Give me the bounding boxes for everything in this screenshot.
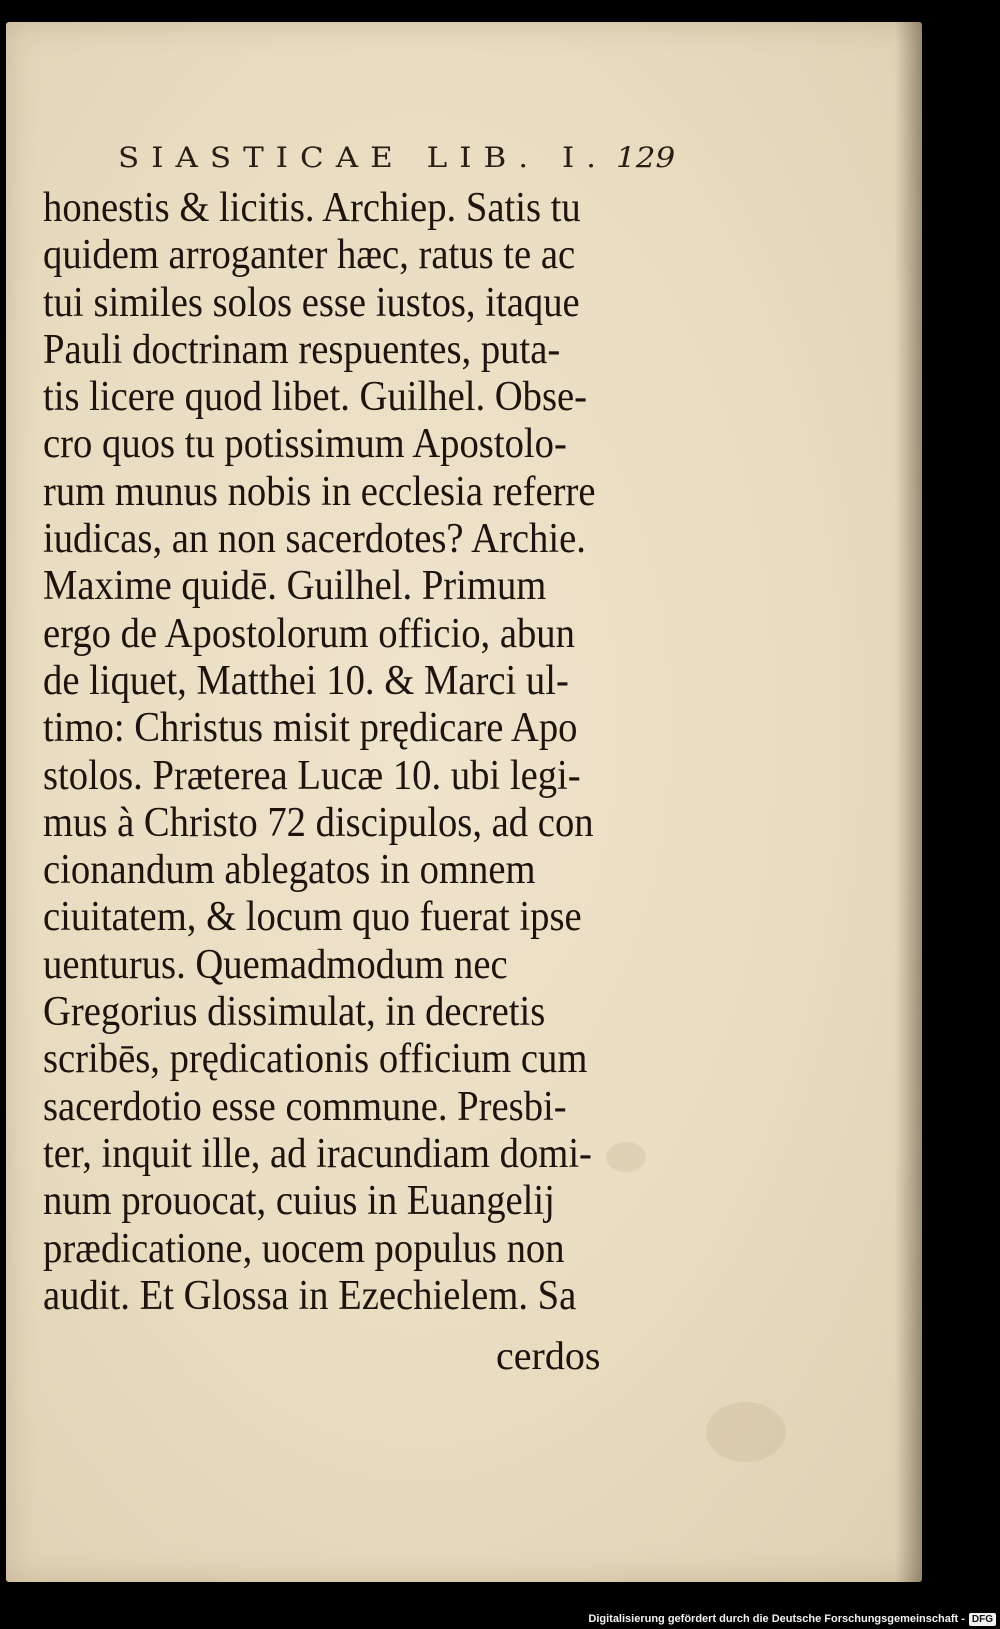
text-line: stolos. Præterea Lucæ 10. ubi legi-: [43, 752, 581, 799]
text-line: scribēs, prędicationis officium cum: [43, 1036, 588, 1083]
text-line: mus à Christo 72 discipulos, ad con: [43, 799, 594, 846]
text-line: rum munus nobis in ecclesia referre: [43, 468, 596, 515]
footer-credit: Digitalisierung gefördert durch die Deutsche Forschungsgemeinschaft -: [588, 1613, 965, 1625]
folio-number: 129: [616, 142, 676, 175]
running-head: [118, 142, 676, 175]
text-line: audit. Et Glossa in Ezechielem. Sa: [43, 1272, 577, 1319]
text-line: de liquet, Matthei 10. & Marci ul-: [43, 657, 569, 704]
text-line: Gregorius dissimulat, in decretis: [43, 989, 546, 1036]
text-line: honestis & licitis. Archiep. Satis tu: [43, 185, 581, 231]
catchword: cerdos: [496, 1333, 601, 1378]
page-edge-shadow: [895, 22, 922, 1582]
paper-stain: [706, 1402, 786, 1462]
text-line: ergo de Apostolorum officio, abun: [43, 610, 575, 657]
text-line: tis licere quod libet. Guilhel. Obse-: [43, 374, 588, 421]
text-line: Pauli doctrinam respuentes, puta-: [43, 326, 561, 373]
text-line: ter, inquit ille, ad iracundiam domi-: [43, 1130, 592, 1177]
text-line: quidem arroganter hæc, ratus te ac: [43, 232, 576, 279]
text-line: tui similes solos esse iustos, itaque: [43, 279, 580, 326]
text-line: timo: Christus misit prędicare Apo: [43, 705, 578, 752]
digitization-footer: [590, 1609, 1000, 1629]
text-line: cro quos tu potissimum Apostolo-: [43, 421, 567, 468]
text-line: Maxime quidē. Guilhel. Primum: [43, 563, 547, 610]
text-line: num prouocat, cuius in Euangelij: [43, 1178, 555, 1225]
dfg-logo-icon: DFG: [969, 1613, 996, 1626]
text-line: sacerdotio esse commune. Presbi-: [43, 1083, 567, 1130]
text-line: cionandum ablegatos in omnem: [43, 847, 536, 894]
text-line: iudicas, an non sacerdotes? Archie.: [43, 516, 586, 563]
text-line: prædicatione, uocem populus non: [43, 1225, 565, 1272]
running-head-title: SIASTICAE LIB. I.: [118, 142, 609, 175]
book-page: [6, 22, 922, 1582]
text-line: ciuitatem, & locum quo fuerat ipse: [43, 894, 582, 941]
text-line: uenturus. Quemadmodum nec: [43, 941, 508, 988]
body-text: [43, 185, 668, 1320]
